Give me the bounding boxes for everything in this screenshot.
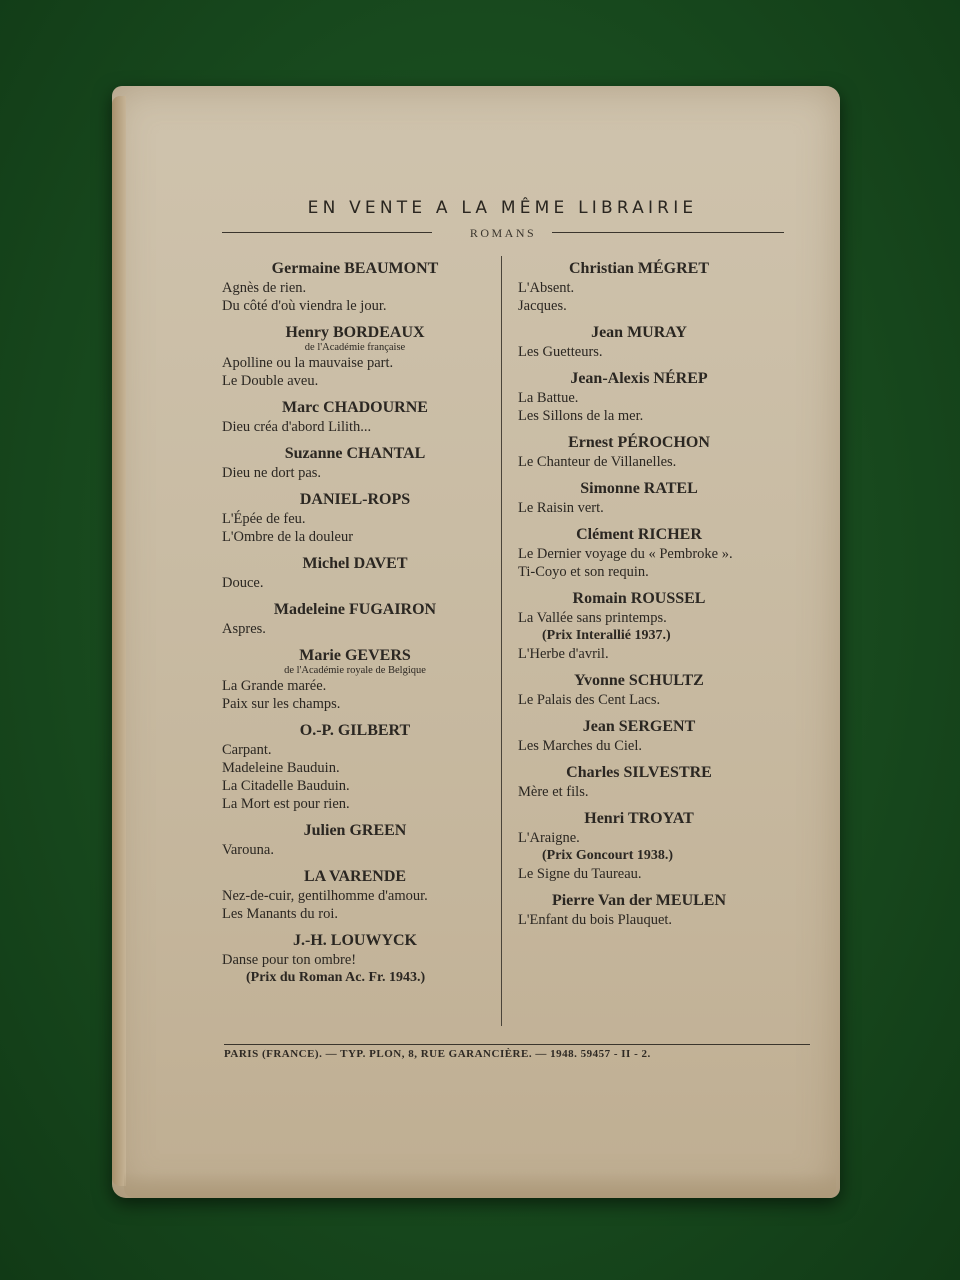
book-title: L'Ombre de la douleur	[222, 529, 354, 545]
book-title: Le Dernier voyage du « Pembroke ».	[518, 546, 733, 562]
author-name: Simonne RATEL	[580, 480, 698, 497]
section-label: ROMANS	[469, 226, 537, 240]
author-name: Marie GEVERS	[299, 647, 411, 664]
catalog-entry	[516, 671, 786, 709]
author-name: Madeleine FUGAIRON	[273, 601, 437, 618]
catalog-entry	[516, 763, 786, 801]
catalog-entry	[220, 490, 490, 546]
left-column	[220, 256, 490, 995]
book-title: Nez-de-cuir, gentilhomme d'amour.	[222, 888, 428, 904]
catalog-entry	[516, 589, 786, 663]
catalog-entry	[516, 809, 786, 883]
catalog-entry	[220, 259, 490, 315]
catalog-entry	[220, 646, 490, 713]
author-name: Pierre Van der MEULEN	[551, 892, 727, 909]
book-title: La Citadelle Bauduin.	[222, 778, 350, 794]
author-name: Germaine BEAUMONT	[271, 260, 439, 277]
prize-note: (Prix Goncourt 1938.)	[542, 848, 674, 863]
book-title: Madeleine Bauduin.	[222, 760, 340, 776]
author-name: DANIEL-ROPS	[299, 491, 411, 508]
book-title: Du côté d'où viendra le jour.	[222, 298, 387, 314]
author-name: Yvonne SCHULTZ	[574, 672, 704, 689]
catalog-entry	[220, 867, 490, 923]
book-title: Mère et fils.	[518, 784, 589, 800]
catalog-entry	[516, 525, 786, 581]
book-title: Les Guetteurs.	[518, 344, 603, 360]
heading-rule	[222, 226, 784, 246]
book-back-cover	[112, 86, 840, 1198]
catalog-entry	[516, 717, 786, 755]
book-title: L'Araigne.	[518, 830, 580, 846]
book-title: La Vallée sans printemps.	[518, 610, 667, 626]
book-title: Jacques.	[518, 298, 567, 314]
book-title: Le Palais des Cent Lacs.	[518, 692, 661, 708]
book-title: Le Double aveu.	[222, 373, 319, 389]
author-name: Christian MÉGRET	[568, 260, 709, 277]
author-name: Jean MURAY	[591, 324, 687, 341]
catalog-entry	[220, 323, 490, 390]
author-name: J.-H. LOUWYCK	[293, 932, 417, 949]
catalog-entry	[220, 821, 490, 859]
book-title: Le Raisin vert.	[518, 500, 604, 516]
book-title: Apolline ou la mauvaise part.	[222, 355, 394, 371]
book-title: Danse pour ton ombre!	[222, 952, 357, 968]
book-title: Ti-Coyo et son requin.	[518, 564, 649, 580]
book-title: La Battue.	[518, 390, 579, 406]
footer-rule	[224, 1044, 810, 1045]
catalog-heading: EN VENTE A LA MÊME LIBRAIRIE	[307, 198, 698, 218]
book-title: Dieu créa d'abord Lilith...	[222, 419, 372, 435]
book-title: La Grande marée.	[222, 678, 327, 694]
catalog-entry	[220, 600, 490, 638]
catalog-entry	[516, 369, 786, 425]
catalog-entry	[220, 554, 490, 592]
author-name: Romain ROUSSEL	[572, 590, 706, 607]
book-title: La Mort est pour rien.	[222, 796, 350, 812]
printer-imprint: PARIS (FRANCE). — TYP. PLON, 8, RUE GARANCIÈRE. — 1948. 59457 - II - 2.	[224, 1048, 651, 1060]
book-title: Carpant.	[222, 742, 272, 758]
author-name: O.-P. GILBERT	[299, 722, 411, 739]
book-title: Agnès de rien.	[222, 280, 307, 296]
author-note: de l'Académie française	[304, 342, 406, 353]
catalog-entry	[220, 931, 490, 987]
author-name: Marc CHADOURNE	[282, 399, 428, 416]
book-title: Les Manants du roi.	[222, 906, 338, 922]
author-note: de l'Académie royale de Belgique	[284, 665, 426, 676]
author-name: Charles SILVESTRE	[566, 764, 712, 781]
book-title: Le Chanteur de Villanelles.	[518, 454, 677, 470]
book-title: Paix sur les champs.	[222, 696, 341, 712]
book-title: Le Signe du Taureau.	[518, 866, 642, 882]
catalog-entry	[516, 479, 786, 517]
book-title: Les Sillons de la mer.	[518, 408, 644, 424]
author-name: Clément RICHER	[576, 526, 702, 543]
prize-note: (Prix du Roman Ac. Fr. 1943.)	[246, 970, 426, 985]
right-column	[516, 256, 786, 937]
book-title: L'Épée de feu.	[222, 511, 306, 527]
catalog-entry	[220, 721, 490, 813]
author-name: Henri TROYAT	[584, 810, 694, 827]
book-title: L'Absent.	[518, 280, 575, 296]
prize-note: (Prix Interallié 1937.)	[542, 628, 671, 643]
book-title: L'Enfant du bois Plauquet.	[518, 912, 673, 928]
author-name: Suzanne CHANTAL	[284, 445, 426, 462]
catalog-entry	[516, 433, 786, 471]
author-name: Jean SERGENT	[582, 718, 696, 735]
catalog-entry	[516, 259, 786, 315]
rule-right	[552, 232, 784, 233]
book-title: L'Herbe d'avril.	[518, 646, 609, 662]
book-title: Dieu ne dort pas.	[222, 465, 322, 481]
book-title: Aspres.	[222, 621, 266, 637]
author-name: Julien GREEN	[303, 822, 407, 839]
catalog-entry	[516, 891, 786, 929]
author-name: Ernest PÉROCHON	[568, 434, 710, 451]
book-title: Les Marches du Ciel.	[518, 738, 643, 754]
author-name: LA VARENDE	[303, 868, 407, 885]
catalog-entry	[220, 398, 490, 436]
author-name: Michel DAVET	[302, 555, 408, 572]
book-title: Douce.	[222, 575, 264, 591]
catalog-entry	[516, 323, 786, 361]
book-title: Varouna.	[222, 842, 274, 858]
catalog-entry	[220, 444, 490, 482]
author-name: Henry BORDEAUX	[285, 324, 425, 341]
author-name: Jean-Alexis NÉREP	[570, 370, 708, 387]
